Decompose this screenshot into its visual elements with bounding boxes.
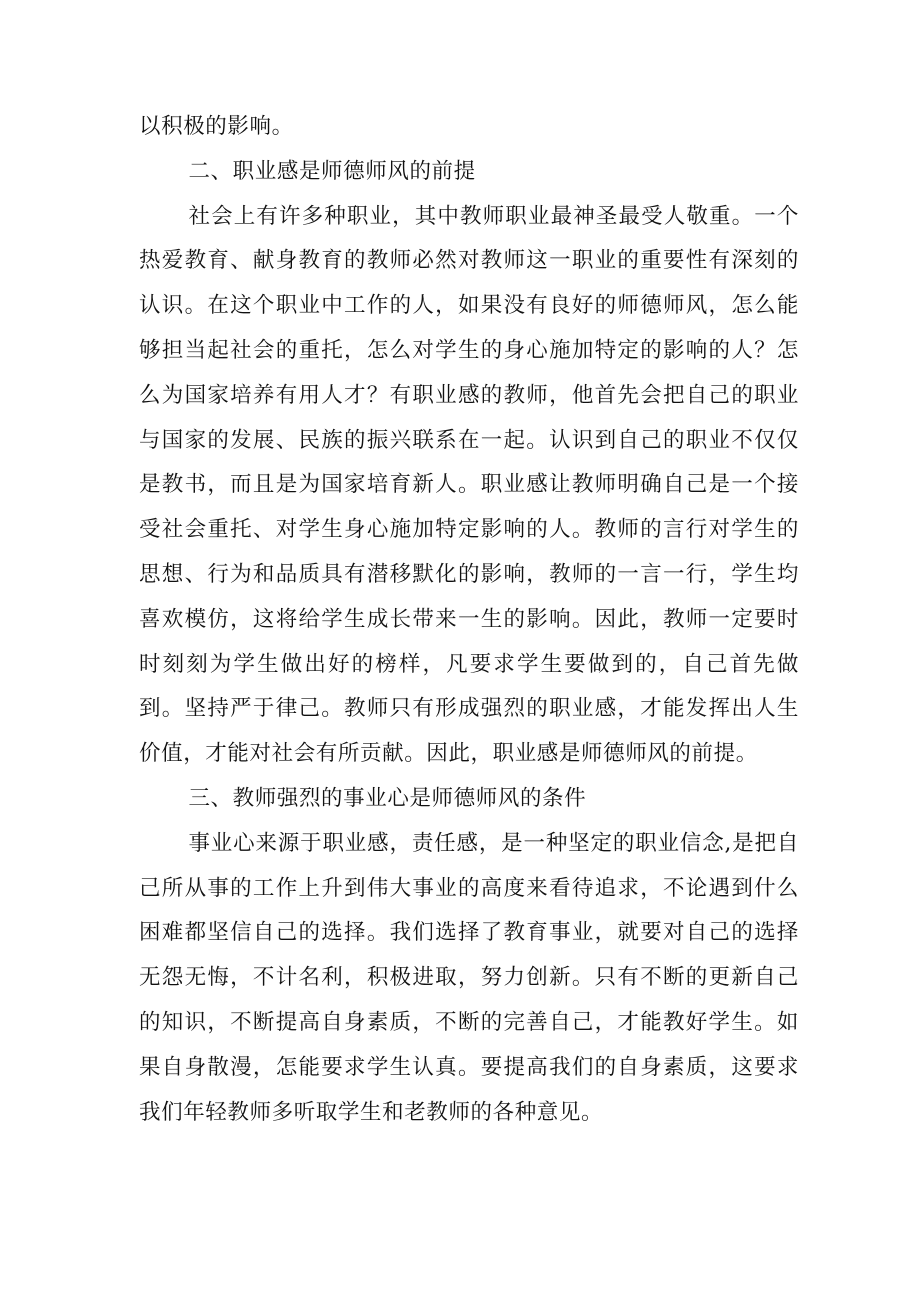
section-heading-3: 三、教师强烈的事业心是师德师风的条件 [188,785,587,811]
paragraph-professional-sense: 社会上有许多种职业，其中教师职业最神圣最受人敬重。一个热爱教育、献身教育的教师必然对教师这一职业的重要性有深刻的认识。在这个职业中工作的人，如果没有良好的师德师风，怎么能够担当起社会的重托，怎么对学生的身心施加特定的影响的人？怎么为国家培养有用人才？有职业感的教师，他首先会把自己的职业与国家的发展、民族的振兴联系在一起。认识到自己的职业不仅仅是教书，而且是为国家培育新人。职业感让教师明确自己是一个接受社会重托、对学生身心施加特定影响的人。教师的言行对学生的思想、行为和品质具有潜移默化的影响，教师的一言一行，学生均喜欢模仿，这将给学生成长带来一生的影响。因此，教师一定要时时刻刻为学生做出好的榜样，凡要求学生要做到的，自己首先做到。坚持严于律己。教师只有形成强烈的职业感，才能发挥出人生价值，才能对社会有所贡献。因此，职业感是师德师风的前提。 [139,203,799,767]
paragraph-dedication: 事业心来源于职业感，责任感，是一种坚定的职业信念,是把自己所从事的工作上升到伟大事业的高度来看待追求，不论遇到什么困难都坚信自己的选择。我们选择了教育事业，就要对自己的选择无怨无悔，不计名利，积极进取，努力创新。只有不断的更新自己的知识，不断提高自身素质，不断的完善自己，才能教好学生。如果自身散漫，怎能要求学生认真。要提高我们的自身素质，这要求我们年轻教师多听取学生和老教师的各种意见。 [139,830,799,1125]
section-heading-2: 二、职业感是师德师风的前提 [188,158,476,184]
document-body [139,105,799,1135]
paragraph-continuation: 以积极的影响。 [139,114,294,139]
